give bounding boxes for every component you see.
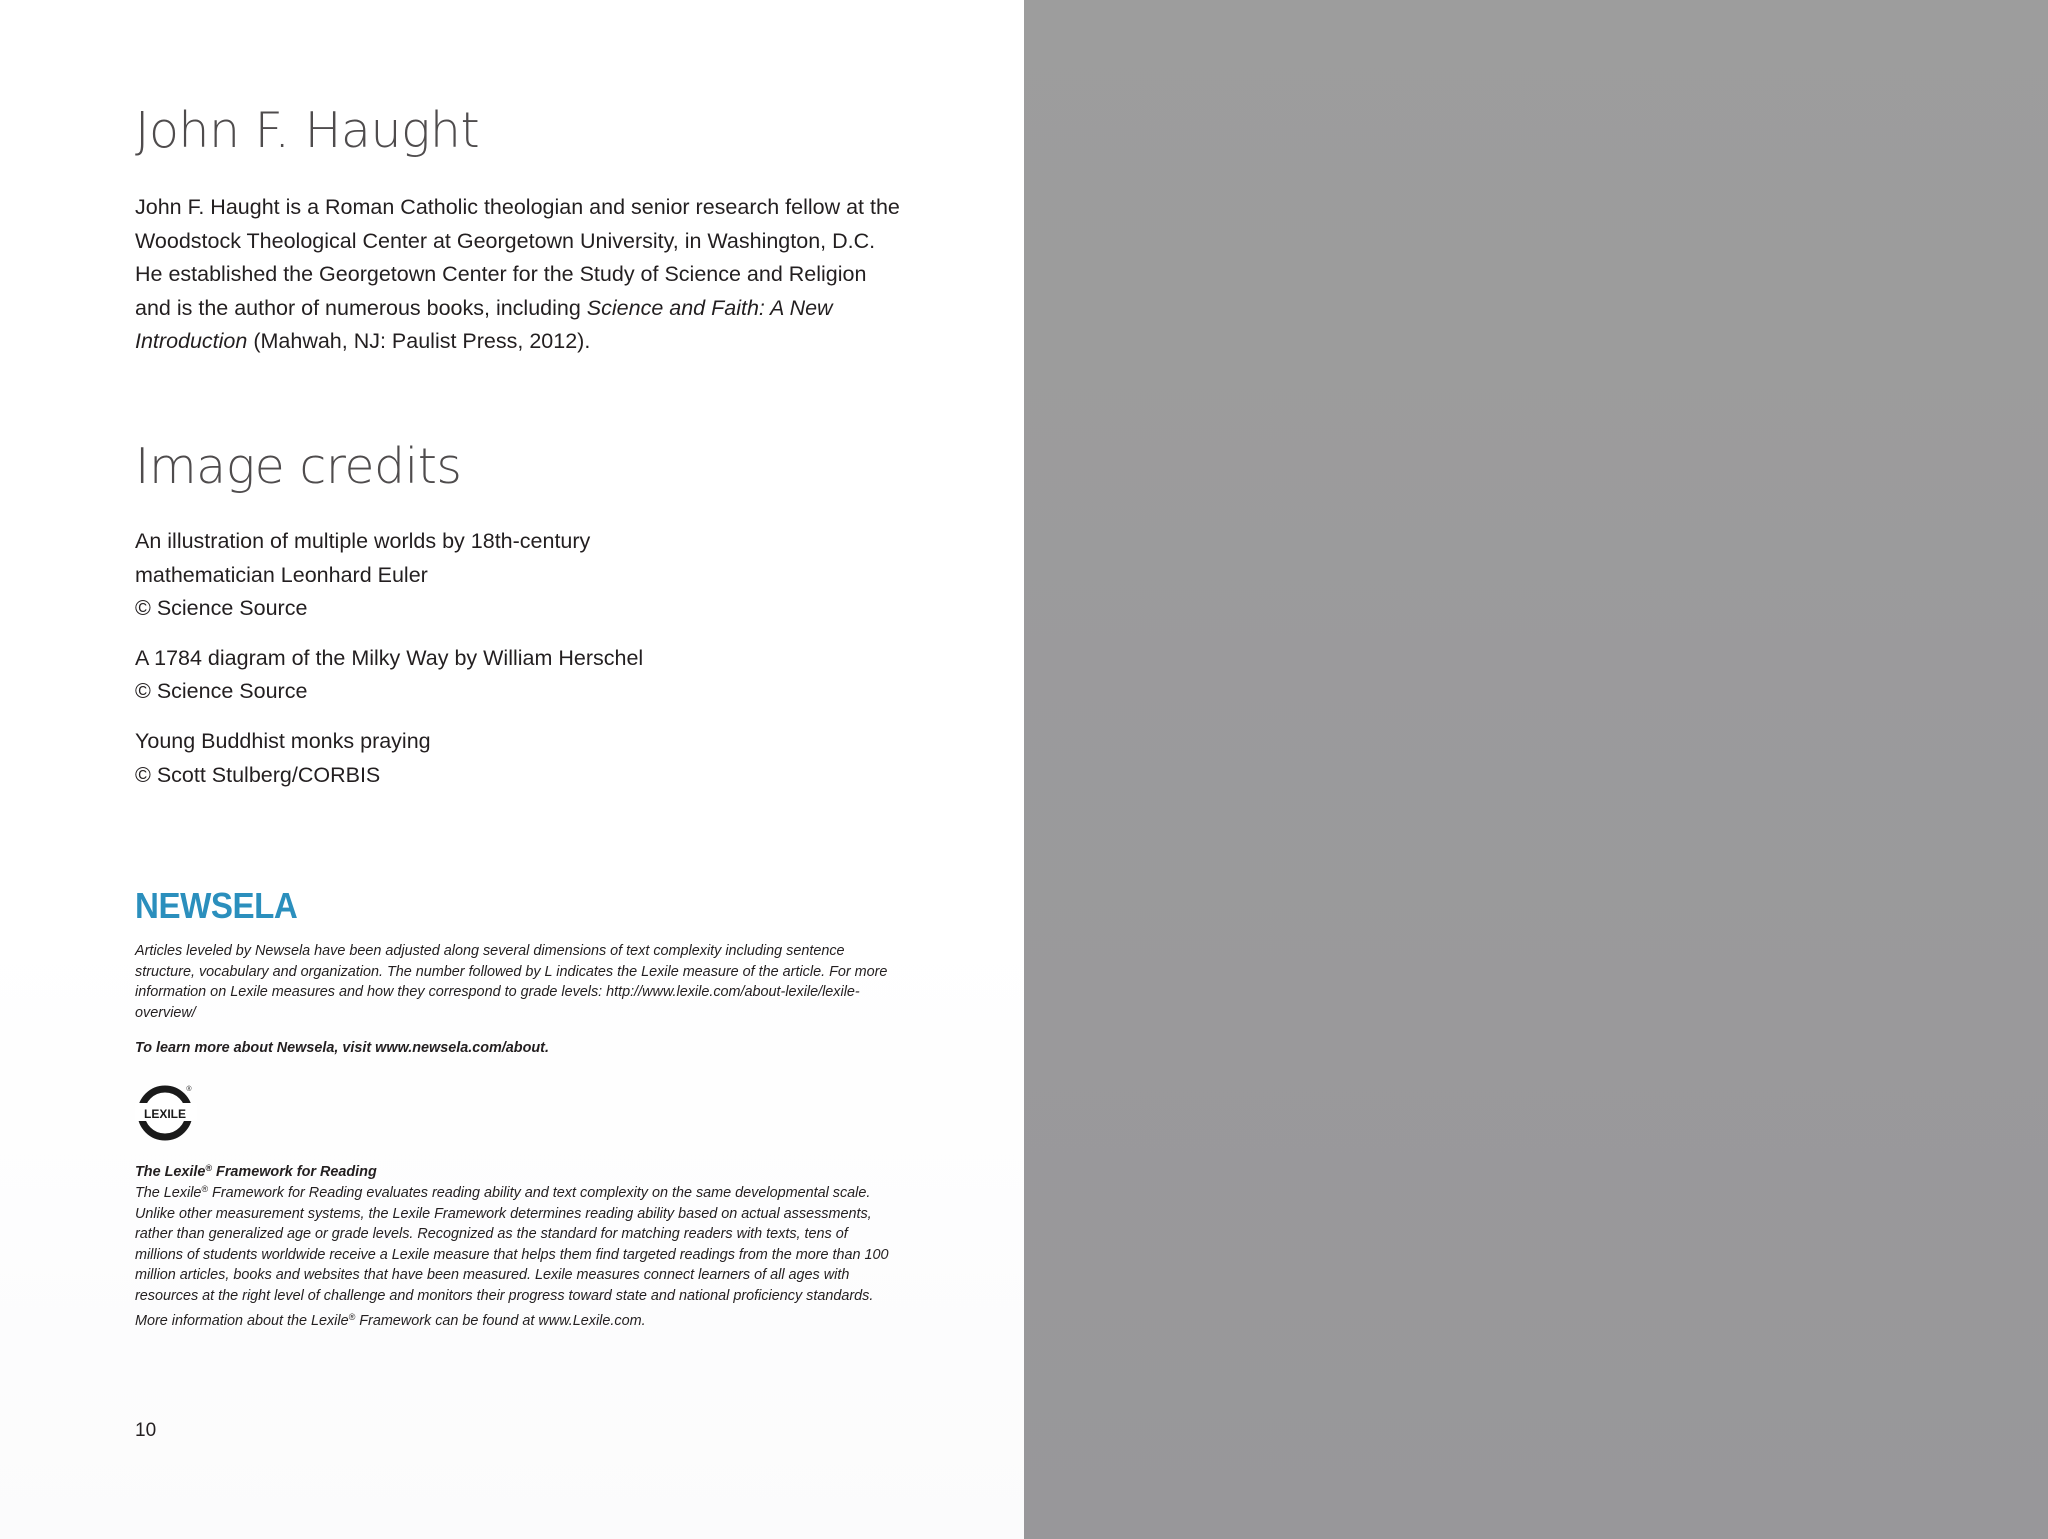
newsela-logo: NEWSELA xyxy=(135,885,298,926)
credit-line: An illustration of multiple worlds by 18th-century xyxy=(135,529,591,553)
lexile-logo-text: LEXILE xyxy=(143,1107,187,1121)
credit-line: A 1784 diagram of the Milky Way by William Herschel xyxy=(135,645,644,670)
author-bio-text: John F. Haught is a Roman Catholic theologian and senior research fellow at the Woodstock Theological Center at Georgetown University, in Washington, D.C. He established the Georgetown Center for the Study of Science and Religion and is the author of numerous books, including xyxy=(135,195,900,320)
credit-line: Young Buddhist monks praying xyxy=(135,728,431,753)
author-bio xyxy=(135,191,900,359)
lexile-title-post: Framework for Reading xyxy=(212,1164,377,1180)
registered-mark: ® xyxy=(348,1311,356,1322)
lexile-logo-icon xyxy=(135,1081,197,1143)
page-number: 10 xyxy=(135,1420,157,1441)
image-credits-heading: Image credits xyxy=(135,438,462,495)
lexile-description xyxy=(135,1179,895,1331)
credit-line: mathematician Leonhard Euler xyxy=(135,562,428,587)
registered-mark: ® xyxy=(201,1184,209,1194)
book-publication: (Mahwah, NJ: Paulist Press, 2012). xyxy=(247,329,591,354)
lexile-body-part: Framework for Reading evaluates reading ability and text complexity on the same developmental scale. Unlike other measurement systems, the Lexile Framework determines reading ability based on actual assessments, rather than generalized age or grade levels. Recognized as the standard for matching readers with texts, tens of millions of students worldwide receive a Lexile measure that helps them find targeted readings from the more than 100 million articles, books and websites that have been measured. Lexile measures connect learners of all ages with resources at the right level of challenge and monitors their progress toward state and national proficiency standards. More information about the Lexile xyxy=(135,1185,889,1329)
credit-line: © Science Source xyxy=(135,679,308,704)
lexile-body-part: Framework can be found at www.Lexile.com. xyxy=(355,1312,646,1329)
lexile-logo-reg: ® xyxy=(186,1086,192,1093)
image-credits-list xyxy=(135,525,835,808)
lexile-title-pre: The Lexile xyxy=(135,1164,206,1180)
credit-line: © Scott Stulberg/CORBIS xyxy=(135,762,381,787)
newsela-description: Articles leveled by Newsela have been adjusted along several dimensions of text complexity including sentence structure, vocabulary and organization. The number followed by L indicates the Lexile measure of the article. For more information on Lexile measures and how they correspond to grade levels: http://www.lexile.com/about-lexile/lexile-overview/ xyxy=(135,943,888,1021)
registered-mark: ® xyxy=(205,1163,213,1173)
credit-item xyxy=(135,725,835,792)
book-title: Science and Faith: A New Introduction xyxy=(135,295,833,354)
credit-line: © Science Source xyxy=(135,596,308,621)
lexile-body-part: The Lexile xyxy=(135,1185,202,1201)
credit-item xyxy=(135,642,835,709)
credit-item xyxy=(135,525,835,626)
author-heading: John F. Haught xyxy=(135,102,480,159)
right-page-blank xyxy=(1024,0,2048,1539)
newsela-learn-more: To learn more about Newsela, visit www.newsela.com/about. xyxy=(135,1040,549,1056)
